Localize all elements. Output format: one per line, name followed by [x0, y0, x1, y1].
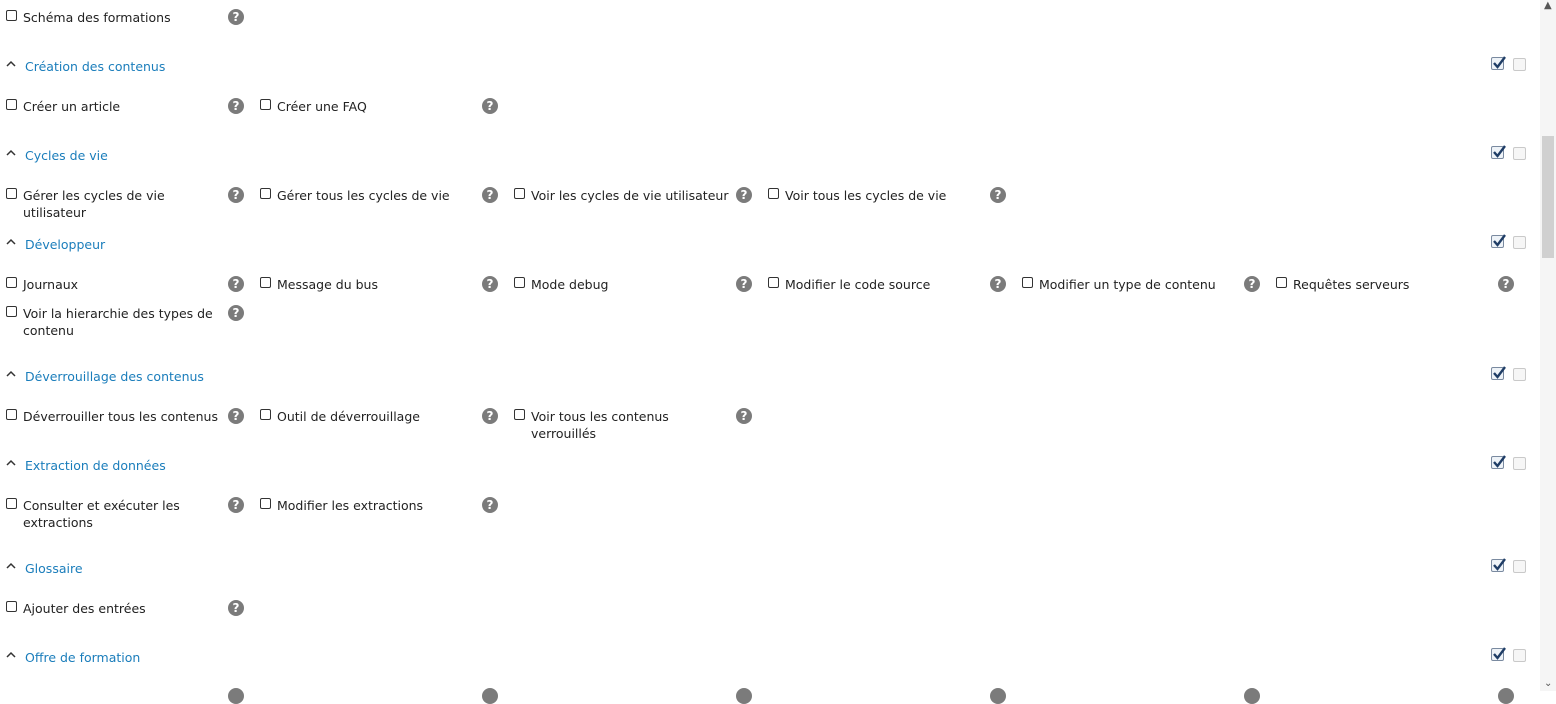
right-checkbox[interactable] [6, 409, 17, 420]
right-label: Schéma des formations [23, 10, 171, 25]
right-label: Requêtes serveurs [1293, 277, 1410, 292]
chevron-up-icon[interactable] [6, 148, 16, 158]
help-icon[interactable] [1244, 688, 1260, 704]
help-icon[interactable]: ? [228, 187, 244, 203]
category-uncheck-all[interactable] [1513, 457, 1526, 470]
category-check-all[interactable] [1491, 146, 1504, 159]
right-label: Voir la hierarchie des types de contenu [23, 306, 213, 338]
chevron-up-icon[interactable] [6, 237, 16, 247]
right-checkbox[interactable] [260, 188, 271, 199]
check-icon [1492, 145, 1506, 159]
category-uncheck-all[interactable] [1513, 649, 1526, 662]
category-title[interactable]: Déverrouillage des contenus [25, 369, 204, 384]
category-check-all[interactable] [1491, 235, 1504, 248]
help-icon[interactable]: ? [736, 276, 752, 292]
category-uncheck-all[interactable] [1513, 236, 1526, 249]
right-label: Créer un article [23, 99, 121, 114]
right-checkbox[interactable] [768, 277, 779, 288]
category-header[interactable] [0, 57, 1540, 77]
right-label: Ajouter des entrées [23, 601, 146, 616]
category-check-all[interactable] [1491, 367, 1504, 380]
category-uncheck-all[interactable] [1513, 560, 1526, 573]
right-checkbox[interactable] [6, 277, 17, 288]
category-title[interactable]: Glossaire [25, 561, 83, 576]
help-icon[interactable]: ? [228, 408, 244, 424]
right-checkbox[interactable] [6, 188, 17, 199]
vertical-scrollbar[interactable] [1540, 0, 1556, 691]
check-icon [1492, 56, 1506, 70]
category-header[interactable] [0, 456, 1540, 476]
right-checkbox[interactable] [260, 498, 271, 509]
right-checkbox[interactable] [260, 409, 271, 420]
help-icon[interactable] [482, 688, 498, 704]
category-uncheck-all[interactable] [1513, 58, 1526, 71]
help-icon[interactable]: ? [482, 497, 498, 513]
right-label: Message du bus [277, 277, 378, 292]
check-icon [1492, 558, 1506, 572]
category-title[interactable]: Cycles de vie [25, 148, 108, 163]
help-icon[interactable]: ? [1498, 276, 1514, 292]
category-header[interactable] [0, 559, 1540, 579]
category-check-all[interactable] [1491, 57, 1504, 70]
right-checkbox[interactable] [768, 188, 779, 199]
help-icon[interactable]: ? [482, 276, 498, 292]
scroll-up-arrow-icon[interactable]: ▲ [1544, 0, 1552, 11]
help-icon[interactable]: ? [228, 9, 244, 25]
help-icon[interactable] [1498, 688, 1514, 704]
category-title[interactable]: Développeur [25, 237, 106, 252]
category-title[interactable]: Offre de formation [25, 650, 141, 665]
category-check-all[interactable] [1491, 559, 1504, 572]
help-icon[interactable]: ? [482, 98, 498, 114]
help-icon[interactable]: ? [736, 408, 752, 424]
right-checkbox[interactable] [6, 601, 17, 612]
category-uncheck-all[interactable] [1513, 368, 1526, 381]
right-label: Outil de déverrouillage [277, 409, 420, 424]
chevron-up-icon[interactable] [6, 458, 16, 468]
help-icon[interactable]: ? [228, 600, 244, 616]
right-label: Voir tous les contenus verrouillés [531, 409, 669, 441]
help-icon[interactable]: ? [482, 408, 498, 424]
help-icon[interactable]: ? [1244, 276, 1260, 292]
help-icon[interactable] [228, 688, 244, 704]
right-label: Mode debug [531, 277, 609, 292]
right-label: Modifier les extractions [277, 498, 424, 513]
scroll-down-arrow-icon[interactable]: ⌄ [1544, 678, 1553, 689]
right-checkbox[interactable] [1276, 277, 1287, 288]
category-check-all[interactable] [1491, 456, 1504, 469]
right-checkbox[interactable] [6, 10, 17, 21]
chevron-up-icon[interactable] [6, 650, 16, 660]
right-label: Gérer les cycles de vie utilisateur [23, 188, 165, 220]
chevron-up-icon[interactable] [6, 561, 16, 571]
check-icon [1492, 647, 1506, 661]
help-icon[interactable]: ? [228, 497, 244, 513]
right-label: Modifier le code source [785, 277, 931, 292]
right-checkbox[interactable] [514, 277, 525, 288]
right-checkbox[interactable] [6, 306, 17, 317]
help-icon[interactable] [736, 688, 752, 704]
category-header[interactable] [0, 235, 1540, 255]
right-label: Modifier un type de contenu [1039, 277, 1216, 292]
chevron-up-icon[interactable] [6, 59, 16, 69]
right-checkbox[interactable] [260, 99, 271, 110]
help-icon[interactable]: ? [228, 276, 244, 292]
right-checkbox[interactable] [514, 188, 525, 199]
right-label: Voir les cycles de vie utilisateur [531, 188, 729, 203]
chevron-up-icon[interactable] [6, 369, 16, 379]
right-checkbox[interactable] [6, 498, 17, 509]
category-title[interactable]: Extraction de données [25, 458, 166, 473]
category-title[interactable]: Création des contenus [25, 59, 166, 74]
right-label: Gérer tous les cycles de vie [277, 188, 450, 203]
right-label: Consulter et exécuter les extractions [23, 498, 180, 530]
help-icon[interactable]: ? [990, 187, 1006, 203]
category-header[interactable] [0, 648, 1540, 668]
help-icon[interactable]: ? [990, 276, 1006, 292]
help-icon[interactable]: ? [736, 187, 752, 203]
help-icon[interactable]: ? [482, 187, 498, 203]
right-checkbox[interactable] [260, 277, 271, 288]
right-label: Voir tous les cycles de vie [785, 188, 947, 203]
right-checkbox[interactable] [514, 409, 525, 420]
category-check-all[interactable] [1491, 648, 1504, 661]
category-header[interactable] [0, 367, 1540, 387]
category-header[interactable] [0, 146, 1540, 166]
scrollbar-thumb[interactable] [1542, 136, 1554, 258]
right-checkbox[interactable] [1022, 277, 1033, 288]
help-icon[interactable] [990, 688, 1006, 704]
category-uncheck-all[interactable] [1513, 147, 1526, 160]
help-icon[interactable]: ? [228, 305, 244, 321]
right-label: Journaux [23, 277, 79, 292]
right-label: Créer une FAQ [277, 99, 367, 114]
help-icon[interactable]: ? [228, 98, 244, 114]
right-label: Déverrouiller tous les contenus [23, 409, 218, 424]
check-icon [1492, 455, 1506, 469]
check-icon [1492, 366, 1506, 380]
right-checkbox[interactable] [6, 99, 17, 110]
check-icon [1492, 234, 1506, 248]
